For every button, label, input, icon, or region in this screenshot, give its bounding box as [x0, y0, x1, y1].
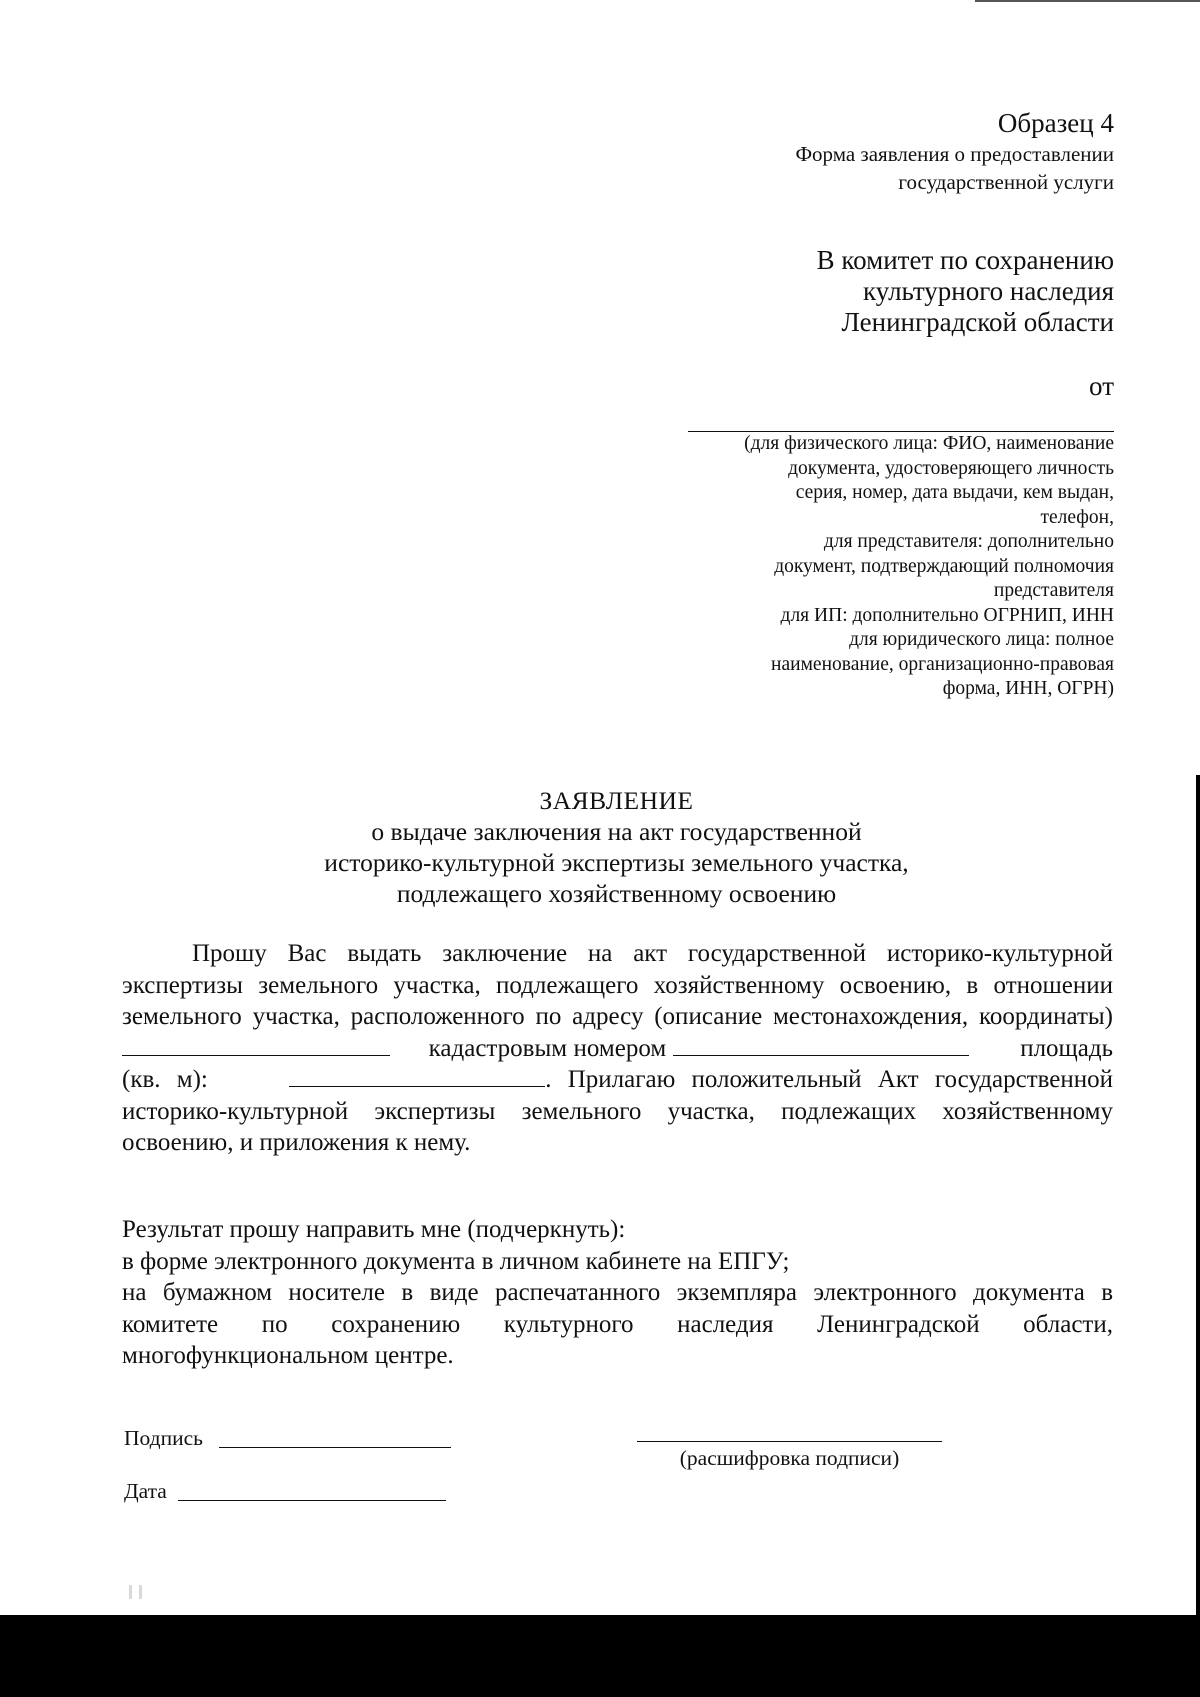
hint-line: для представителя: дополнительно: [823, 531, 1114, 552]
date-label: Дата: [124, 1479, 167, 1503]
result-delivery-block: [122, 1214, 1113, 1372]
applicant-hint: [744, 432, 1114, 702]
document-subtitle-line: историко-культурной экспертизы земельного участка,: [324, 848, 909, 877]
scan-edge-right: [1196, 775, 1200, 1615]
hint-line: форма, ИНН, ОГРН): [942, 678, 1114, 699]
scan-speck: [139, 1585, 142, 1599]
document-title-block: [0, 785, 1200, 909]
signature-decode-line[interactable]: [637, 1441, 942, 1442]
signature-label: Подпись: [124, 1426, 203, 1450]
result-heading: Результат прошу направить мне (подчеркнуть):: [122, 1216, 626, 1243]
from-label: от: [1089, 371, 1114, 401]
form-caption: [795, 140, 1114, 196]
request-text: Прошу Вас выдать заключение на акт государственной историко-культурной экспертизы земельного участка, подлежащего хозяйственному освоению, в отношении земельного участка, расположенного по адресу (описание местонахождения, координаты): [122, 940, 1113, 1030]
cadastral-number-field[interactable]: [673, 1033, 969, 1056]
hint-line: наименование, организационно-правовая: [771, 653, 1114, 675]
hint-line: для ИП: дополнительно ОГРНИП, ИНН: [780, 604, 1114, 626]
attachment-text: Прилагаю положительный Акт государственной историко-культурной экспертизы земельного участка, подлежащих хозяйственному освоению, и приложения к нему.: [122, 1066, 1114, 1156]
hint-line: для юридического лица: полное: [849, 629, 1114, 650]
scan-speck: [129, 1585, 132, 1599]
signature-field-line[interactable]: [219, 1447, 451, 1448]
document-subtitle-line: подлежащего хозяйственному освоению: [396, 879, 837, 908]
hint-line: телефон,: [1040, 506, 1114, 528]
hint-line: (для физического лица: ФИО, наименование: [744, 433, 1114, 454]
location-field[interactable]: [122, 1033, 390, 1056]
area-label: площадь (кв. м):: [122, 1034, 1114, 1093]
form-caption-line: Форма заявления о предоставлении: [795, 142, 1114, 166]
document-subtitle-line: о выдаче заключения на акт государственной: [371, 817, 862, 846]
result-option-electronic[interactable]: в форме электронного документа в личном кабинете на ЕПГУ;: [122, 1247, 790, 1275]
addressee: [817, 245, 1114, 338]
addressee-line: Ленинградской области: [841, 307, 1114, 337]
sample-number: Образец 4: [997, 108, 1114, 138]
scan-edge-line: [975, 0, 1200, 2]
cadastral-label: кадастровым номером: [428, 1034, 667, 1062]
signature-decode-label: (расшифровка подписи): [679, 1446, 900, 1470]
form-caption-line: государственной услуги: [898, 170, 1114, 194]
request-paragraph: [122, 938, 1113, 1159]
hint-line: представителя: [993, 580, 1114, 601]
result-option-paper[interactable]: на бумажном носителе в виде распечатанного экземпляра электронного документа в комитете по сохранению культурного наследия Ленинградской области, многофункциональном центре.: [122, 1279, 1113, 1369]
document-title: ЗАЯВЛЕНИЕ: [539, 786, 694, 815]
hint-line: документа, удостоверяющего личность: [788, 457, 1114, 479]
date-field-line[interactable]: [178, 1500, 446, 1501]
hint-line: серия, номер, дата выдачи, кем выдан,: [795, 482, 1114, 503]
area-field[interactable]: [289, 1064, 545, 1087]
hint-line: документ, подтверждающий полномочия: [774, 555, 1114, 577]
scan-bottom-border: [0, 1615, 1200, 1697]
request-period: .: [545, 1066, 552, 1093]
addressee-line: культурного наследия: [863, 276, 1114, 306]
addressee-line: В комитет по сохранению: [816, 245, 1114, 275]
